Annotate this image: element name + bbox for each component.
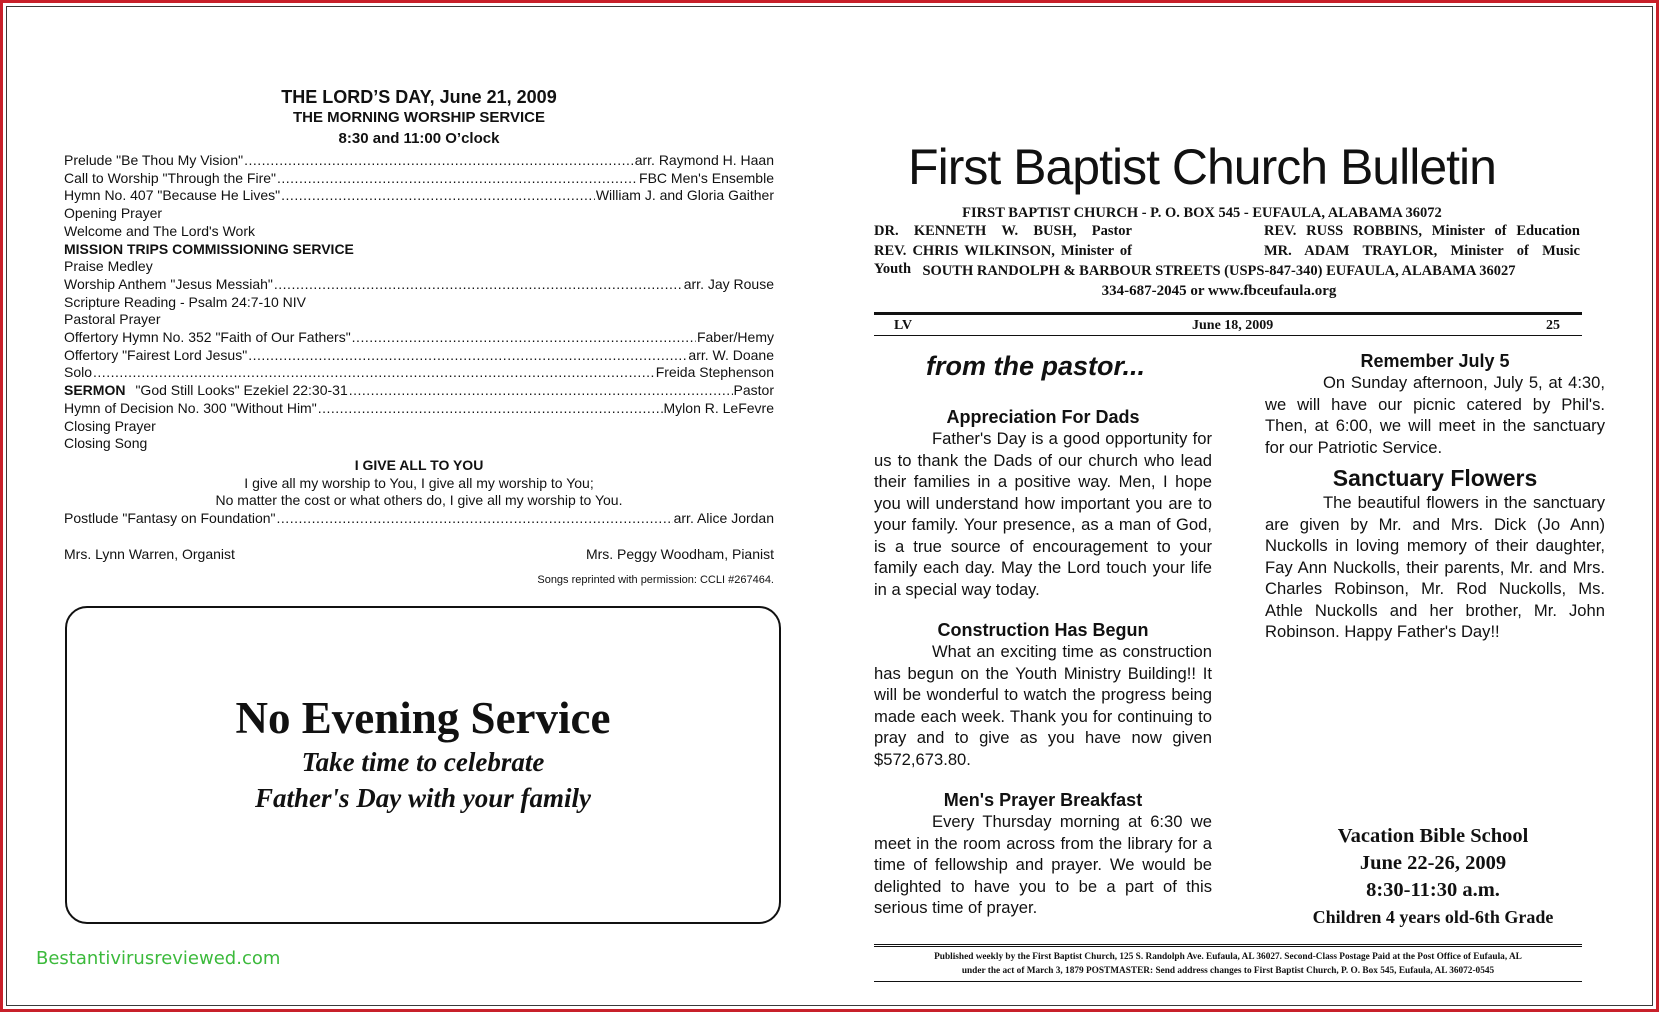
article-heading: Construction Has Begun: [937, 620, 1149, 640]
order-item: Hymn of Decision No. 300 "Without Him" ..... Mylon R. LeFevre: [64, 400, 774, 418]
evening-line-1: Take time to celebrate: [301, 747, 545, 777]
order-item: Closing Song: [64, 435, 148, 452]
order-item-commissioning: MISSION TRIPS COMMISSIONING SERVICE: [64, 240, 354, 257]
order-list: [64, 152, 774, 528]
staff-left: DR. KENNETH W. BUSH, Pastor: [874, 223, 1132, 239]
footer-rule-top: [874, 944, 1582, 945]
vbs-hours: 8:30-11:30 a.m.: [1366, 879, 1500, 901]
staff-right: REV. RUSS ROBBINS, Minister of Education: [1264, 223, 1580, 239]
order-item: Closing Prayer: [64, 417, 156, 434]
order-item-sermon: SERMON "God Still Looks" Ezekiel 22:30-31 ..... Pastor: [64, 382, 774, 400]
issue-date: June 18, 2009: [1192, 318, 1274, 333]
order-item: Opening Prayer: [64, 205, 163, 222]
footer-rule-top-2: [874, 946, 1582, 947]
article-body: The beautiful flowers in the sanctuary are given by Mr. and Mrs. Dick (Jo Ann) Nuckolls in loving memory of their daughter, Fay Ann Nuckolls, their parents, Mr. and Mrs. Charles Robinson, Mr. Rod Nuckolls, Ms. Athle Nuckolls and her brother, Mr. John Robinson. Happy Father's Day!!: [1265, 493, 1605, 641]
street-address: SOUTH RANDOLPH & BARBOUR STREETS (USPS-847-340) EUFAULA, ALABAMA 36027: [922, 263, 1516, 279]
order-item: Scripture Reading - Psalm 24:7-10 NIV: [64, 293, 306, 310]
publication-line: Published weekly by the First Baptist Church, 125 S. Randolph Ave. Eufaula, AL 36027. Second-Class Postage Paid at the Post Office of Eufaula, AL: [934, 952, 1522, 962]
service-date-title: THE LORD’S DAY, June 21, 2009: [281, 87, 557, 107]
staff-row: [874, 222, 1580, 240]
watermark: Bestantivirusreviewed.com: [36, 948, 281, 969]
article-body: What an exciting time as construction has begun on the Youth Ministry Building!! It will be wonderful to watch the progress being made each week. Thank you for continuing to pray and to give as you have now given $572,673.80.: [874, 642, 1212, 769]
order-item: Hymn No. 407 "Because He Lives" ..... William J. and Gloria Gaither: [64, 187, 774, 205]
order-of-worship: [64, 86, 774, 587]
issue-rule-bottom: [874, 335, 1582, 336]
article-heading: Sanctuary Flowers: [1332, 465, 1538, 491]
publication-line: under the act of March 3, 1879 POSTMASTER: Send address changes to First Baptist Church, P. O. Box 545, Eufaula, AL 36072-0545: [961, 966, 1495, 976]
church-address: FIRST BAPTIST CHURCH - P. O. BOX 545 - EUFAULA, ALABAMA 36072: [962, 205, 1442, 221]
song-lyric: I give all my worship to You, I give all my worship to You;: [244, 474, 594, 491]
column-left: [874, 406, 1212, 919]
article-body: Father's Day is a good opportunity for us to thank the Dads of our church who lead their families in a positive way. Men, I hope you will understand how important you are to your family. Your presence, as a man of God, is a true source of encouragement to your family each day. May the Lord touch your life in a special way today.: [874, 429, 1212, 599]
staff-right: MR. ADAM TRAYLOR, Minister of Music: [1264, 243, 1580, 259]
publication-notice: [874, 950, 1582, 978]
service-times: 8:30 and 11:00 O’clock: [338, 130, 500, 147]
vbs-title: Vacation Bible School: [1337, 825, 1529, 847]
staff-left: REV. CHRIS WILKINSON, Minister of Youth: [874, 243, 1132, 277]
order-item: Offertory Hymn No. 352 "Faith of Our Fathers" ..... Faber/Hemy: [64, 329, 774, 347]
issue-number: 25: [1546, 318, 1560, 333]
organist: Mrs. Lynn Warren, Organist: [64, 545, 235, 562]
order-item: Call to Worship "Through the Fire" ..... FBC Men's Ensemble: [64, 170, 774, 188]
evening-line-2: Father's Day with your family: [254, 783, 592, 813]
song-title: I GIVE ALL TO YOU: [354, 456, 484, 473]
song-lyric: No matter the cost or what others do, I give all my worship to You.: [215, 492, 623, 509]
issue-volume: LV: [894, 318, 913, 333]
vbs-dates: June 22-26, 2009: [1359, 852, 1507, 874]
vacation-bible-school: [1263, 823, 1603, 930]
order-item: Welcome and The Lord's Work: [64, 222, 255, 239]
column-right: [1265, 350, 1605, 643]
musicians: [64, 546, 774, 563]
contact-line: 334-687-2045 or www.fbceufaula.org: [1101, 283, 1337, 299]
footer-rule-bottom: [874, 981, 1582, 982]
order-item-postlude: Postlude "Fantasy on Foundation" ..... arr. Alice Jordan: [64, 510, 774, 528]
pianist: Mrs. Peggy Woodham, Pianist: [585, 545, 774, 562]
article-body: Every Thursday morning at 6:30 we meet in the room across from the library for a time of fellowship and prayer. We would be delighted to have you to be a part of this serious time of prayer.: [874, 812, 1212, 917]
order-item: Offertory "Fairest Lord Jesus" ..... arr. W. Doane: [64, 347, 774, 365]
no-evening-service-box: [65, 606, 781, 924]
order-item: Praise Medley: [64, 258, 153, 275]
order-item: Prelude "Be Thou My Vision" ..... arr. Raymond H. Haan: [64, 152, 774, 170]
order-item: Pastoral Prayer: [64, 311, 161, 328]
from-the-pastor-heading: from the pastor...: [926, 351, 1146, 381]
order-item: Solo ..... Freida Stephenson: [64, 364, 774, 382]
issue-rule-top: [874, 312, 1582, 315]
article-heading: Remember July 5: [1360, 351, 1510, 371]
evening-title: No Evening Service: [235, 693, 611, 743]
article-heading: Appreciation For Dads: [946, 407, 1140, 427]
article-heading: Men's Prayer Breakfast: [943, 790, 1143, 810]
vbs-ages: Children 4 years old-6th Grade: [1312, 907, 1554, 927]
bulletin-masthead: First Baptist Church Bulletin: [908, 139, 1496, 195]
ccli-note: Songs reprinted with permission: CCLI #267464.: [537, 573, 774, 586]
order-item: Worship Anthem "Jesus Messiah" ..... arr. Jay Rouse: [64, 276, 774, 294]
article-body: On Sunday afternoon, July 5, at 4:30, we will have our picnic catered by Phil's. Then, at 6:00, we will meet in the sanctuary for our Patriotic Service.: [1265, 373, 1605, 457]
service-subtitle: THE MORNING WORSHIP SERVICE: [293, 109, 545, 126]
